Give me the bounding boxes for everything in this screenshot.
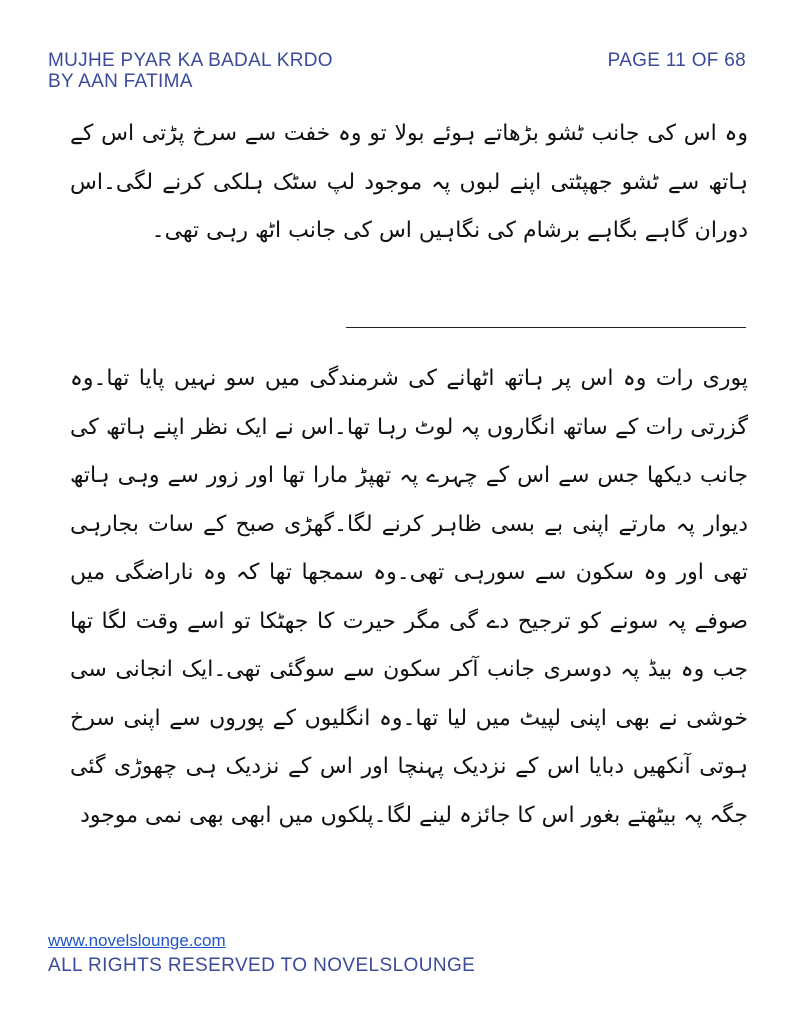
paragraph-1: وہ اس کی جانب ٹشو بڑھاتے ہوئے بولا تو وہ خفت سے سرخ پڑتی اس کے ہاتھ سے ٹشو جھپٹتی اپنے لبوں پہ موجود لپ سٹک ہلکی کرنے لگی۔اس دوران گاہے بگاہے برشام کی نگاہیں اس کی جانب اٹھ رہی تھی۔: [70, 121, 748, 243]
document-header: [48, 50, 333, 92]
website-link[interactable]: www.novelslounge.com: [48, 931, 226, 950]
rights-notice: ALL RIGHTS RESERVED TO NOVELSLOUNGE: [48, 955, 476, 976]
page-number: PAGE 11 OF 68: [607, 50, 746, 71]
novel-title: MUJHE PYAR KA BADAL KRDO: [48, 50, 333, 71]
paragraph-2: پوری رات وہ اس پر ہاتھ اٹھانے کی شرمندگی میں سو نہیں پایا تھا۔وہ گزرتی رات کے ساتھ انگاروں پہ لوٹ رہا تھا۔اس نے ایک نظر اپنے ہاتھ کی جانب دیکھا جس سے اس کے چہرے پہ تھپڑ مارا تھا اور زور سے وہی ہاتھ دیوار پہ مارتے اپنی بے بسی ظاہر کرنے لگا۔گھڑی صبح کے سات بجارہی تھی اور وہ سکون سے سورہی تھی۔وہ سمجھا تھا کہ وہ ناراضگی میں صوفے پہ سونے کو ترجیح دے گی مگر حیرت کا جھٹکا تو اسے وقت لگا تھا جب وہ بیڈ پہ دوسری جانب آکر سکون سے سوگئی تھی۔ایک انجانی سی خوشی نے بھی اپنی لپیٹ میں لیا تھا۔وہ انگلیوں کے پوروں سے اپنی سرخ ہوتی آنکھیں دبایا اس کے نزدیک پہنچا اور اس کے نزدیک ہی چھوڑی گئی جگہ پہ بیٹھتے بغور اس کا جائزہ لینے لگا۔پلکوں میں ابھی بھی نمی موجود: [70, 366, 748, 828]
section-divider: [346, 327, 746, 328]
author-byline: BY AAN FATIMA: [48, 71, 193, 92]
